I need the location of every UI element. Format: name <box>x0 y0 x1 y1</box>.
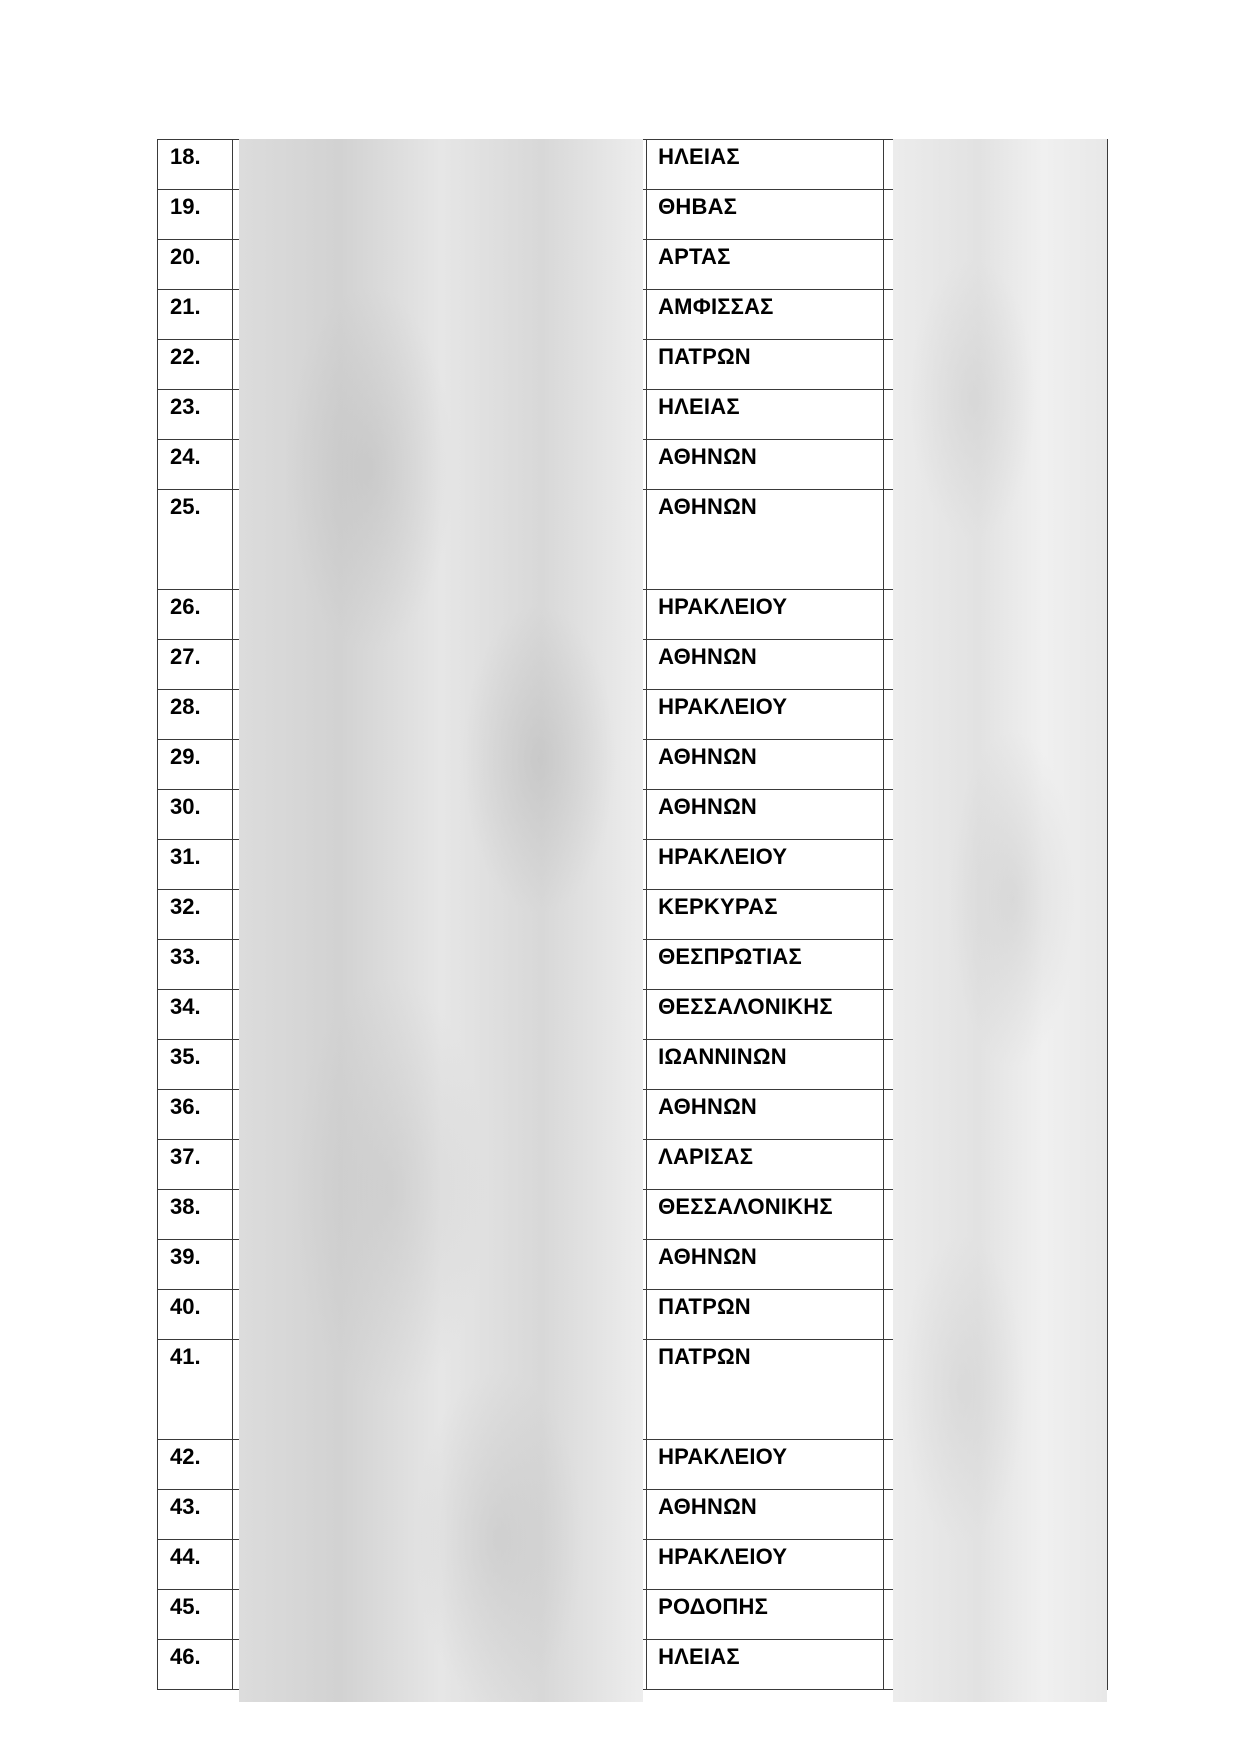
redacted-extra-cell <box>883 340 1107 390</box>
redacted-name-cell <box>233 940 647 990</box>
redacted-extra-cell <box>883 890 1107 940</box>
table-row <box>158 290 1108 340</box>
row-number: 35. <box>170 1044 201 1069</box>
city-name: ΚΕΡΚΥΡΑΣ <box>658 894 778 919</box>
table-row <box>158 240 1108 290</box>
row-number-cell <box>158 840 233 890</box>
row-number: 32. <box>170 894 201 919</box>
row-number-cell <box>158 290 233 340</box>
city-cell <box>647 940 883 990</box>
row-number-cell <box>158 1290 233 1340</box>
redacted-extra-cell <box>883 740 1107 790</box>
row-number-cell <box>158 890 233 940</box>
city-name: ΑΘΗΝΩΝ <box>658 744 757 769</box>
table-row <box>158 190 1108 240</box>
city-name: ΑΘΗΝΩΝ <box>658 444 757 469</box>
row-number-cell <box>158 940 233 990</box>
city-name: ΘΕΣΠΡΩΤΙΑΣ <box>658 944 802 969</box>
table-row <box>158 890 1108 940</box>
redacted-extra-cell <box>883 490 1107 590</box>
city-name: ΑΘΗΝΩΝ <box>658 644 757 669</box>
city-cell <box>647 1590 883 1640</box>
table-row <box>158 740 1108 790</box>
city-name: ΠΑΤΡΩΝ <box>658 1344 751 1369</box>
redacted-extra-cell <box>883 790 1107 840</box>
row-number-cell <box>158 1190 233 1240</box>
redacted-name-cell <box>233 690 647 740</box>
row-number-cell <box>158 1590 233 1640</box>
city-name: ΠΑΤΡΩΝ <box>658 344 751 369</box>
redacted-name-cell <box>233 340 647 390</box>
table-row <box>158 1140 1108 1190</box>
redacted-name-cell <box>233 440 647 490</box>
redacted-extra-cell <box>883 290 1107 340</box>
table-row <box>158 1440 1108 1490</box>
row-number-cell <box>158 1090 233 1140</box>
city-name: ΑΡΤΑΣ <box>658 244 731 269</box>
table-row <box>158 790 1108 840</box>
city-name: ΙΩΑΝΝΙΝΩΝ <box>658 1044 787 1069</box>
row-number-cell <box>158 390 233 440</box>
row-number: 41. <box>170 1344 201 1369</box>
redacted-name-cell <box>233 1040 647 1090</box>
row-number-cell <box>158 790 233 840</box>
redacted-extra-cell <box>883 940 1107 990</box>
city-cell <box>647 490 883 590</box>
row-number-cell <box>158 440 233 490</box>
row-number: 31. <box>170 844 201 869</box>
row-number-cell <box>158 1440 233 1490</box>
city-cell <box>647 1340 883 1440</box>
redacted-name-cell <box>233 390 647 440</box>
redacted-name-cell <box>233 1290 647 1340</box>
row-number: 19. <box>170 194 201 219</box>
row-number-cell <box>158 1640 233 1690</box>
row-number-cell <box>158 990 233 1040</box>
city-cell <box>647 290 883 340</box>
city-name: ΗΡΑΚΛΕΙΟΥ <box>658 594 788 619</box>
row-number: 23. <box>170 394 201 419</box>
city-name: ΑΘΗΝΩΝ <box>658 494 757 519</box>
city-name: ΗΛΕΙΑΣ <box>658 394 740 419</box>
city-cell <box>647 240 883 290</box>
row-number: 22. <box>170 344 201 369</box>
city-cell <box>647 640 883 690</box>
row-number: 46. <box>170 1644 201 1669</box>
city-name: ΑΜΦΙΣΣΑΣ <box>658 294 774 319</box>
redacted-name-cell <box>233 640 647 690</box>
row-number: 26. <box>170 594 201 619</box>
row-number: 28. <box>170 694 201 719</box>
table-row <box>158 690 1108 740</box>
city-name: ΑΘΗΝΩΝ <box>658 1094 757 1119</box>
redacted-extra-cell <box>883 1290 1107 1340</box>
row-number: 29. <box>170 744 201 769</box>
row-number: 39. <box>170 1244 201 1269</box>
city-name: ΑΘΗΝΩΝ <box>658 1244 757 1269</box>
row-number: 18. <box>170 144 201 169</box>
redacted-extra-cell <box>883 690 1107 740</box>
row-number: 44. <box>170 1544 201 1569</box>
row-number-cell <box>158 490 233 590</box>
row-number: 38. <box>170 1194 201 1219</box>
city-cell <box>647 590 883 640</box>
row-number-cell <box>158 190 233 240</box>
city-name: ΠΑΤΡΩΝ <box>658 1294 751 1319</box>
table-row <box>158 940 1108 990</box>
redacted-name-cell <box>233 840 647 890</box>
table-row <box>158 1290 1108 1340</box>
city-cell <box>647 990 883 1040</box>
redacted-name-cell <box>233 290 647 340</box>
city-name: ΘΕΣΣΑΛΟΝΙΚΗΣ <box>658 1194 833 1219</box>
redacted-extra-cell <box>883 240 1107 290</box>
redacted-extra-cell <box>883 840 1107 890</box>
redacted-name-cell <box>233 1190 647 1240</box>
city-name: ΑΘΗΝΩΝ <box>658 794 757 819</box>
city-name: ΘΗΒΑΣ <box>658 194 738 219</box>
row-number-cell <box>158 1340 233 1440</box>
city-cell <box>647 1290 883 1340</box>
row-number: 25. <box>170 494 201 519</box>
redacted-extra-cell <box>883 1490 1107 1540</box>
city-cell <box>647 690 883 740</box>
city-name: ΗΡΑΚΛΕΙΟΥ <box>658 844 788 869</box>
redacted-name-cell <box>233 790 647 840</box>
city-name: ΗΡΑΚΛΕΙΟΥ <box>658 1444 788 1469</box>
redacted-extra-cell <box>883 640 1107 690</box>
redacted-name-cell <box>233 1640 647 1690</box>
redacted-extra-cell <box>883 1640 1107 1690</box>
row-number-cell <box>158 690 233 740</box>
city-cell <box>647 440 883 490</box>
row-number-cell <box>158 640 233 690</box>
row-number: 20. <box>170 244 201 269</box>
redacted-name-cell <box>233 140 647 190</box>
city-cell <box>647 340 883 390</box>
redacted-name-cell <box>233 1590 647 1640</box>
city-cell <box>647 1140 883 1190</box>
redacted-name-cell <box>233 590 647 640</box>
city-cell <box>647 1190 883 1240</box>
row-number-cell <box>158 590 233 640</box>
table-row <box>158 1640 1108 1690</box>
redacted-extra-cell <box>883 440 1107 490</box>
redacted-extra-cell <box>883 1190 1107 1240</box>
table-row <box>158 1190 1108 1240</box>
table-row <box>158 990 1108 1040</box>
registry-table-wrapper <box>157 139 1108 1690</box>
table-row <box>158 640 1108 690</box>
redacted-extra-cell <box>883 1590 1107 1640</box>
table-row <box>158 1590 1108 1640</box>
city-cell <box>647 1240 883 1290</box>
table-row <box>158 490 1108 590</box>
table-row <box>158 1540 1108 1590</box>
row-number: 43. <box>170 1494 201 1519</box>
table-row <box>158 390 1108 440</box>
table-row <box>158 140 1108 190</box>
redacted-name-cell <box>233 1490 647 1540</box>
row-number: 37. <box>170 1144 201 1169</box>
row-number-cell <box>158 1240 233 1290</box>
city-name: ΛΑΡΙΣΑΣ <box>658 1144 754 1169</box>
city-cell <box>647 1490 883 1540</box>
row-number: 21. <box>170 294 201 319</box>
city-name: ΗΛΕΙΑΣ <box>658 144 740 169</box>
redacted-name-cell <box>233 190 647 240</box>
row-number: 24. <box>170 444 201 469</box>
row-number: 34. <box>170 994 201 1019</box>
city-name: ΗΛΕΙΑΣ <box>658 1644 740 1669</box>
city-cell <box>647 1440 883 1490</box>
row-number: 27. <box>170 644 201 669</box>
row-number-cell <box>158 1140 233 1190</box>
row-number-cell <box>158 1540 233 1590</box>
row-number-cell <box>158 240 233 290</box>
redacted-name-cell <box>233 240 647 290</box>
redacted-name-cell <box>233 1340 647 1440</box>
row-number: 45. <box>170 1594 201 1619</box>
table-row <box>158 1090 1108 1140</box>
table-row <box>158 590 1108 640</box>
city-cell <box>647 840 883 890</box>
redacted-name-cell <box>233 1240 647 1290</box>
city-name: ΑΘΗΝΩΝ <box>658 1494 757 1519</box>
row-number-cell <box>158 140 233 190</box>
row-number-cell <box>158 1040 233 1090</box>
row-number: 33. <box>170 944 201 969</box>
city-cell <box>647 1640 883 1690</box>
redacted-extra-cell <box>883 1090 1107 1140</box>
redacted-name-cell <box>233 1440 647 1490</box>
redacted-extra-cell <box>883 1440 1107 1490</box>
row-number: 42. <box>170 1444 201 1469</box>
redacted-name-cell <box>233 890 647 940</box>
row-number: 40. <box>170 1294 201 1319</box>
city-cell <box>647 140 883 190</box>
redacted-name-cell <box>233 990 647 1040</box>
city-cell <box>647 740 883 790</box>
redacted-extra-cell <box>883 1140 1107 1190</box>
redacted-name-cell <box>233 1540 647 1590</box>
redacted-extra-cell <box>883 140 1107 190</box>
table-row <box>158 1490 1108 1540</box>
row-number-cell <box>158 740 233 790</box>
row-number: 30. <box>170 794 201 819</box>
city-cell <box>647 1090 883 1140</box>
table-row <box>158 1040 1108 1090</box>
table-row <box>158 340 1108 390</box>
redacted-extra-cell <box>883 590 1107 640</box>
city-name: ΡΟΔΟΠΗΣ <box>658 1594 768 1619</box>
redacted-extra-cell <box>883 1540 1107 1590</box>
city-name: ΗΡΑΚΛΕΙΟΥ <box>658 1544 788 1569</box>
city-name: ΗΡΑΚΛΕΙΟΥ <box>658 694 788 719</box>
table-row <box>158 1340 1108 1440</box>
registry-table-body <box>158 140 1108 1690</box>
city-cell <box>647 890 883 940</box>
redacted-name-cell <box>233 1090 647 1140</box>
redacted-extra-cell <box>883 1340 1107 1440</box>
redacted-name-cell <box>233 1140 647 1190</box>
registry-table <box>157 139 1108 1690</box>
redacted-extra-cell <box>883 1240 1107 1290</box>
redacted-extra-cell <box>883 390 1107 440</box>
redacted-extra-cell <box>883 190 1107 240</box>
city-cell <box>647 390 883 440</box>
row-number-cell <box>158 340 233 390</box>
city-cell <box>647 1040 883 1090</box>
city-cell <box>647 190 883 240</box>
redacted-name-cell <box>233 490 647 590</box>
redacted-name-cell <box>233 740 647 790</box>
table-row <box>158 440 1108 490</box>
table-row <box>158 840 1108 890</box>
city-cell <box>647 1540 883 1590</box>
redacted-extra-cell <box>883 1040 1107 1090</box>
redacted-extra-cell <box>883 990 1107 1040</box>
table-row <box>158 1240 1108 1290</box>
city-name: ΘΕΣΣΑΛΟΝΙΚΗΣ <box>658 994 833 1019</box>
row-number-cell <box>158 1490 233 1540</box>
city-cell <box>647 790 883 840</box>
row-number: 36. <box>170 1094 201 1119</box>
